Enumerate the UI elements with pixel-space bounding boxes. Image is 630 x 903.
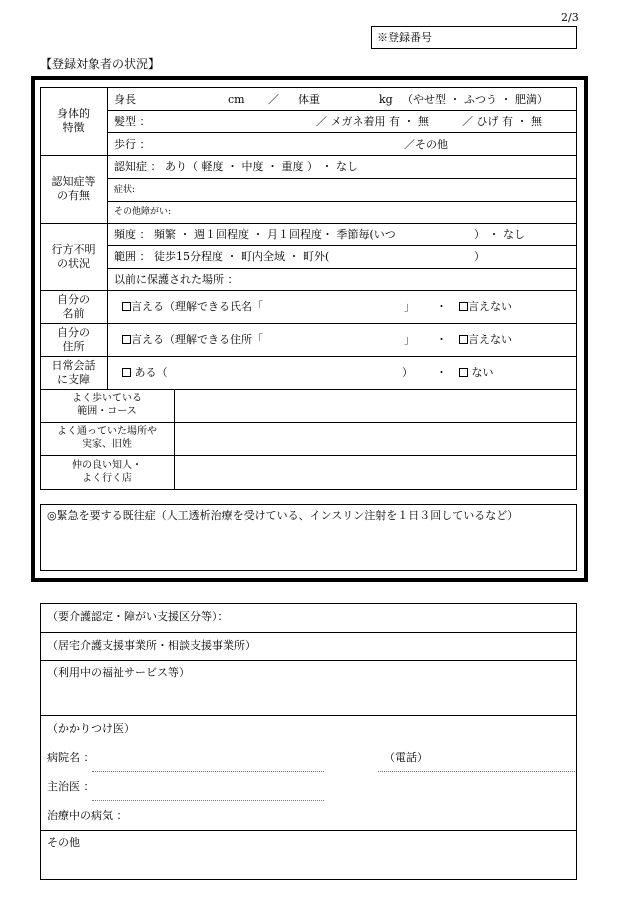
hospital-field[interactable] bbox=[92, 771, 324, 772]
own-name-close: 」 bbox=[404, 300, 415, 313]
missing-status-label: 行方不明 の状況 bbox=[51, 242, 96, 270]
friends-label: 仲の良い知人・ よく行く店 bbox=[72, 460, 142, 484]
own-address-cannot-say[interactable]: 言えない bbox=[459, 334, 512, 345]
height-label: 身長 bbox=[114, 93, 136, 106]
welfare-services-label: （利用中の福祉サービス等） bbox=[47, 666, 190, 679]
illness-label: 治療中の病気 ： bbox=[47, 809, 128, 822]
checkbox-icon[interactable] bbox=[459, 335, 468, 344]
registration-number-label: ※登録番号 bbox=[377, 31, 432, 44]
dementia-options[interactable]: 認知症 ： あり（ 軽度 ・ 中度 ・ 重度 ） ・ なし bbox=[114, 160, 358, 173]
conversation-no[interactable]: ない bbox=[459, 367, 494, 378]
walking-label: 歩行 ： bbox=[114, 138, 151, 151]
frequency-options[interactable]: 頻度 ： 頻繁 ・ 週１回程度 ・ 月１回程度・ 季節毎(いつ bbox=[114, 228, 396, 241]
beard-options[interactable]: ／ ひげ 有 ・ 無 bbox=[462, 115, 542, 128]
height-unit: cm bbox=[228, 93, 245, 106]
own-address-label: 自分の 住所 bbox=[57, 325, 90, 353]
weight-label: 体重 bbox=[298, 93, 320, 106]
doctor-field[interactable] bbox=[92, 800, 324, 801]
certification-label: （要介護認定・障がい支援区分等）： bbox=[47, 610, 229, 623]
urgent-history-label: ◎緊急を要する既往症（人工透析治療を受けている、インスリン注射を１日３回しているなど） bbox=[47, 509, 519, 522]
own-name-dot: ・ bbox=[436, 300, 447, 313]
body-type-options[interactable]: （やせ型 ・ ふつう ・ 肥満） bbox=[402, 93, 548, 106]
checkbox-icon[interactable] bbox=[122, 335, 131, 344]
checkbox-icon[interactable] bbox=[122, 302, 131, 311]
own-name-cannot-say[interactable]: 言えない bbox=[459, 301, 512, 312]
page-number: 2/3 bbox=[561, 11, 579, 24]
height-weight-slash: ／ bbox=[268, 93, 279, 106]
frequency-end[interactable]: ） ・ なし bbox=[474, 228, 525, 241]
phone-field[interactable] bbox=[378, 771, 575, 772]
walk-route-label: よく歩いている 範囲・コース bbox=[72, 393, 142, 417]
checkbox-icon[interactable] bbox=[459, 302, 468, 311]
support-office-label: （居宅介護支援事業所・相談支援事業所） bbox=[47, 639, 256, 652]
other-disabilities-label: その他障がい: bbox=[114, 207, 172, 217]
protected-place-label: 以前に保護された場所 ： bbox=[114, 273, 239, 286]
phone-label: （電話） bbox=[384, 751, 428, 764]
range-end: ） bbox=[474, 250, 485, 263]
own-address-close: 」 bbox=[404, 333, 415, 346]
cognitive-label: 認知症等 の有無 bbox=[51, 175, 96, 202]
checkbox-icon[interactable] bbox=[459, 368, 468, 377]
own-name-label: 自分の 名前 bbox=[57, 292, 90, 320]
checkbox-icon[interactable] bbox=[122, 368, 131, 377]
doctor-label: 主治医 ： bbox=[47, 780, 95, 793]
conversation-dot: ・ bbox=[436, 366, 447, 379]
conversation-close: ） bbox=[402, 366, 413, 379]
family-doctor-label: （かかりつけ医） bbox=[47, 722, 135, 735]
hair-label: 髪型 ： bbox=[114, 115, 151, 128]
own-name-can-say[interactable]: 言える（理解できる氏名「 bbox=[122, 301, 263, 312]
physical-features-label: 身体的 特徴 bbox=[57, 107, 90, 134]
symptoms-label: 症状: bbox=[114, 185, 136, 195]
own-address-can-say[interactable]: 言える（理解できる住所「 bbox=[122, 334, 263, 345]
conversation-label: 日常会話 に支障 bbox=[51, 358, 96, 386]
conversation-yes[interactable]: ある（ bbox=[122, 367, 168, 378]
section-title: 【登録対象者の状況】 bbox=[40, 57, 161, 71]
own-address-dot: ・ bbox=[436, 333, 447, 346]
range-options[interactable]: 範囲 ： 徒歩15分程度 ・ 町内全域 ・ 町外( bbox=[114, 250, 330, 263]
other-label: その他 bbox=[47, 836, 80, 849]
weight-unit: kg bbox=[379, 93, 393, 106]
glasses-options[interactable]: ／ メガネ着用 有 ・ 無 bbox=[316, 115, 429, 128]
walking-other: ／その他 bbox=[404, 138, 448, 151]
frequent-places-label: よく通っていた場所や 実家、旧姓 bbox=[57, 426, 157, 450]
hospital-label: 病院名 ： bbox=[47, 751, 95, 764]
